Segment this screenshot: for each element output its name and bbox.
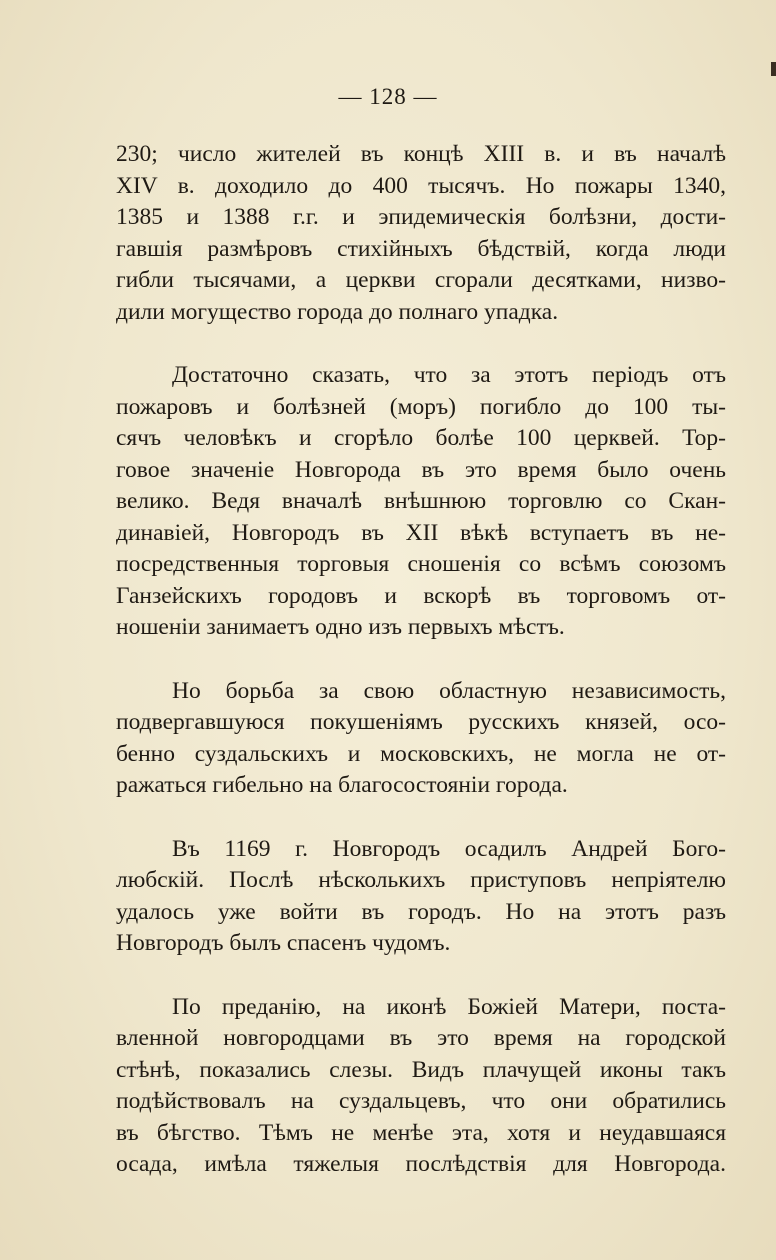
text-line: посредственныя торговыя сношенія со всѣмъ союзомъ [116, 551, 726, 577]
text-line: По преданію, на иконѣ Божіей Матери, поста- [172, 993, 726, 1020]
text-line: сячъ человѣкъ и сгорѣло болѣе 100 церквей. Тор- [116, 425, 726, 451]
text-line: подвергавшуюся покушеніямъ русскихъ князей, осо- [116, 709, 726, 735]
text-line: ражаться гибельно на благосостояніи города. [116, 772, 568, 798]
text-line: гавшія размѣровъ стихійныхъ бѣдствій, когда люди [116, 235, 726, 262]
paragraph [116, 834, 726, 960]
text-line: Ганзейскихъ городовъ и вскорѣ въ торговомъ от- [116, 582, 726, 609]
text-line: гибли тысячами, а церкви сгорали десятками, низво- [116, 267, 726, 293]
body-text [116, 139, 726, 1213]
text-line: XIV в. доходило до 400 тысячъ. Но пожары 1340, [116, 172, 726, 199]
text-line: Достаточно сказать, что за этотъ періодъ отъ [172, 362, 726, 388]
paragraph [116, 360, 726, 644]
text-line: въ бѣгство. Тѣмъ не менѣе эта, хотя и неудавшаяся [116, 1119, 726, 1146]
text-line: пожаровъ и болѣзней (моръ) погибло до 100 ты- [116, 393, 726, 420]
text-line: подѣйствовалъ на суздальцевъ, что они обратились [116, 1088, 726, 1114]
page-edge-mark [771, 62, 776, 76]
page-number: — 128 — [338, 84, 438, 109]
text-line: Въ 1169 г. Новгородъ осадилъ Андрей Бого- [172, 835, 726, 862]
text-line: стѣнѣ, показались слезы. Видъ плачущей иконы такъ [116, 1056, 726, 1083]
text-line: велико. Ведя вначалѣ внѣшнюю торговлю со Скан- [116, 488, 726, 514]
text-line: Новгородъ былъ спасенъ чудомъ. [116, 930, 451, 956]
text-line: дили могущество города до полнаго упадка. [116, 298, 559, 325]
paragraph [116, 139, 726, 328]
text-line: осада, имѣла тяжелыя послѣдствія для Новгорода. [116, 1151, 726, 1177]
paragraph [116, 676, 726, 802]
text-line: удалось уже войти въ городъ. Но на этотъ разъ [116, 898, 726, 925]
text-line: 1385 и 1388 г.г. и эпидемическія болѣзни, дости- [116, 204, 726, 230]
text-line: Но борьба за свою областную независимость, [172, 677, 726, 704]
text-line: бенно суздальскихъ и московскихъ, не могла не от- [116, 740, 726, 767]
text-line: любскій. Послѣ нѣсколькихъ приступовъ непріятелю [116, 867, 726, 893]
text-line: ношеніи занимаетъ одно изъ первыхъ мѣстъ. [116, 614, 565, 640]
text-line: динавіей, Новгородъ въ XII вѣкѣ вступаетъ въ не- [116, 519, 726, 546]
paragraph [116, 992, 726, 1181]
text-line: вленной новгородцами въ это время на городской [116, 1025, 726, 1051]
text-line: 230; число жителей въ концѣ XIII в. и въ началѣ [116, 141, 726, 167]
text-line: говое значеніе Новгорода въ это время было очень [116, 456, 726, 483]
